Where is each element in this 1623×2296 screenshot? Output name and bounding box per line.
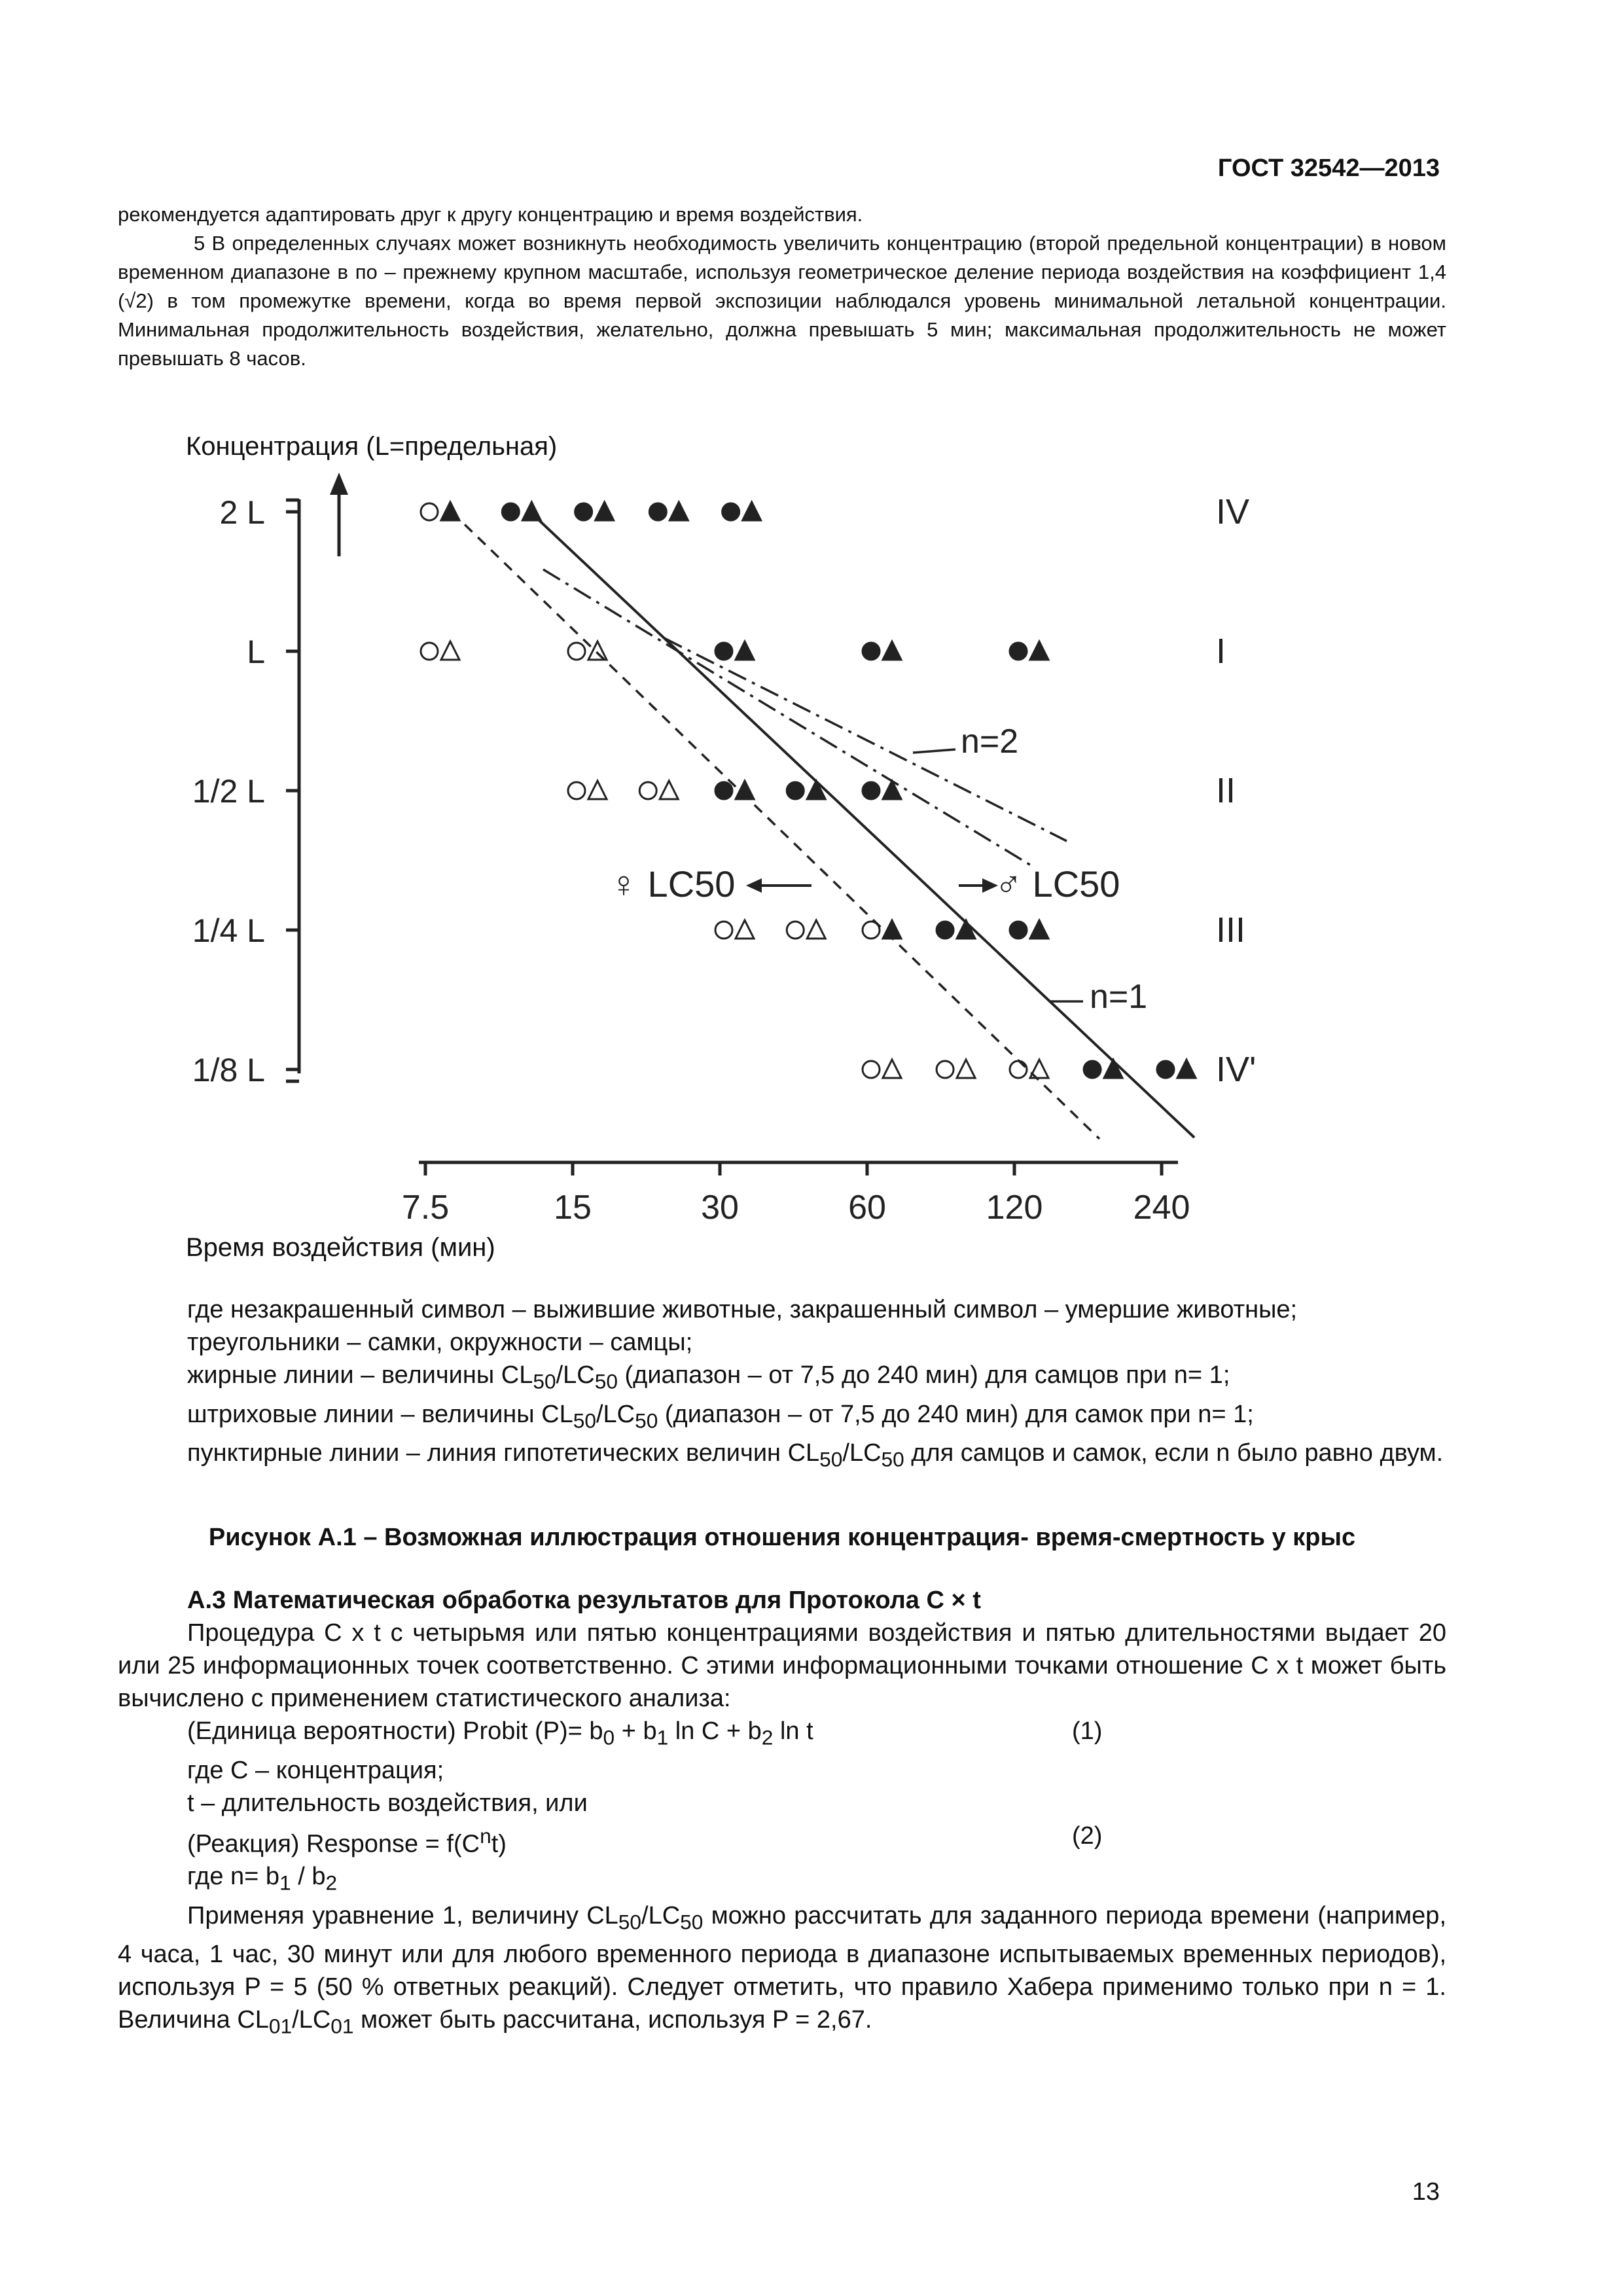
female-died-marker <box>736 781 754 799</box>
female-died-marker <box>1177 1060 1196 1078</box>
male-died-marker <box>1157 1061 1174 1078</box>
y-axis-title: Концентрация (L=предельная) <box>186 432 558 461</box>
n2-label-leader <box>913 749 955 753</box>
male-died-marker <box>787 782 804 799</box>
intro-line: рекомендуется адаптировать друг к другу концентрацию и время воздействия. <box>118 203 863 226</box>
male-died-marker <box>715 643 732 660</box>
female-survived-marker <box>660 781 678 799</box>
male-died-marker <box>936 922 954 939</box>
legend-line-2: треугольники – самки, окружности – самцы; <box>187 1329 693 1356</box>
female-died-marker <box>736 641 754 660</box>
female-died-marker <box>883 781 901 799</box>
male-survived-marker <box>421 643 438 660</box>
where-n: где $n= b_1 / b_2$ <box>187 1863 338 1895</box>
male-lc50-line <box>530 512 1194 1138</box>
page-number: 13 <box>1412 2178 1440 2206</box>
female-survived-marker <box>957 1060 975 1078</box>
legend-line-4: штриховые линии – величины $CL_{50}/LC_{50}$ (диапазон – от 7,5 до 240 мин) для самок при n= 1; <box>187 1400 1254 1433</box>
female-died-marker <box>883 920 901 939</box>
female-survived-marker <box>588 781 607 799</box>
document-id: ГОСТ 32542—2013 <box>1217 154 1440 182</box>
y-tick-label: 1/8 L <box>192 1052 265 1088</box>
male-survived-marker <box>639 782 656 799</box>
concentration-group-label: IV <box>1216 492 1250 531</box>
male-died-marker <box>863 643 880 660</box>
male-lc50-label: ♂ LC50 <box>995 863 1120 905</box>
legend-line-5: пунктирные линии – линия гипотетических величин $CL_{50}/LC_{50}$ для самцов и самок, если n было равно двум. <box>187 1439 1444 1471</box>
male-died-marker <box>1084 1061 1101 1078</box>
male-died-marker <box>1010 643 1027 660</box>
x-tick-label: 30 <box>701 1189 739 1227</box>
male-survived-marker <box>863 922 880 939</box>
concentration-group-label: III <box>1216 910 1246 950</box>
equation-1: (Единица вероятности) Probit $(P)= b_0 + b_1$ $\ln C + b_2$ ln t (1) <box>118 1715 1446 1754</box>
female-lc50-arrow-head <box>746 878 762 893</box>
section-heading: А.3 Математическая обработка результатов для Протокола С × t <box>187 1587 981 1614</box>
equation-1-number: (1) <box>1072 1717 1103 1745</box>
male-survived-marker <box>421 503 438 520</box>
x-tick-label: 7.5 <box>401 1189 450 1227</box>
female-survived-marker <box>883 1060 901 1078</box>
female-survived-marker <box>588 641 607 660</box>
female-died-marker <box>883 641 901 660</box>
intro-paragraph-5: 5 В определенных случаях может возникнуть необходимость увеличить концентрацию (второй предельной концентрации) в новом временном диапазоне в по – прежнему крупном масштабе, используя геометрическое деление периода воздействия на коэффициент 1,4 (√2) в том промежутке времени, когда во время первой экспозиции наблюдался уровень минимальной летальной концентрации. Минимальная продолжительность воздействия, желательно, должна превышать 5 мин; максимальная продолжительность не может превышать 8 часов. <box>118 232 1446 370</box>
female-lc50-line <box>452 512 1099 1139</box>
section-a3 <box>118 1584 1446 2043</box>
legend-line-3: жирные линии – величины $CL_{50}/LC_{50}$ (диапазон – от 7,5 до 240 мин) для самцов при n= 1; <box>187 1361 1230 1393</box>
figure-caption: Рисунок А.1 – Возможная иллюстрация отношения концентрация- время-смертность у крыс <box>208 1524 1356 1551</box>
male-survived-marker <box>568 782 585 799</box>
section-paragraph-1: Процедура C x t с четырьмя или пятью концентрациями воздействия и пятью длительностями выдает 20 или 25 информационных точек соответственно. С этими информационными точками отношение C x t может быть вычислено с применением статистического анализа: <box>118 1619 1446 1712</box>
equation-2-number: (2) <box>1072 1821 1103 1850</box>
y-tick-label: 2 L <box>219 494 265 531</box>
y-tick-label: 1/2 L <box>192 773 265 810</box>
x-tick-label: 15 <box>554 1189 592 1227</box>
concentration-group-label: IV' <box>1216 1050 1257 1089</box>
equation-2: (Реакция) Response = $f(C^nt)$ (2) <box>118 1820 1446 1861</box>
legend-line-1: где незакрашенный символ – выжившие животные, закрашенный символ – умершие животные; <box>187 1296 1298 1323</box>
male-died-marker <box>722 503 740 520</box>
male-survived-marker <box>568 643 585 660</box>
female-died-marker <box>669 502 688 520</box>
female-died-marker <box>1030 641 1048 660</box>
female-survived-marker <box>807 920 825 939</box>
male-survived-marker <box>936 1061 954 1078</box>
where-t: t – длительность воздействия, или <box>187 1789 588 1817</box>
female-lc50-label: ♀ LC50 <box>610 863 736 905</box>
male-died-marker <box>502 503 519 520</box>
male-survived-marker <box>863 1061 880 1078</box>
male-died-marker <box>863 782 880 799</box>
female-died-marker <box>596 502 614 520</box>
male-died-marker <box>715 782 732 799</box>
y-tick-label: L <box>247 634 265 670</box>
female-died-marker <box>522 502 541 520</box>
female-died-marker <box>441 502 459 520</box>
where-c: где C – концентрация; <box>187 1756 444 1784</box>
x-tick-label: 60 <box>848 1189 886 1227</box>
female-survived-marker <box>736 920 754 939</box>
y-tick-label: 1/4 L <box>192 912 265 949</box>
female-died-marker <box>743 502 761 520</box>
concentration-group-label: II <box>1216 771 1236 810</box>
male-died-marker <box>575 503 592 520</box>
label-n1: n=1 <box>1090 978 1148 1016</box>
x-axis-title: Время воздействия (мин) <box>186 1233 495 1262</box>
y-axis-arrow-head <box>330 473 348 495</box>
label-n2: n=2 <box>961 723 1019 761</box>
male-died-marker <box>649 503 666 520</box>
male-survived-marker <box>787 922 804 939</box>
figure-legend <box>187 1293 1450 1476</box>
section-paragraph-2: Применяя уравнение 1, величину $CL_{50}/LC_{50}$ можно рассчитать для заданного периода времени (например, 4 часа, 1 час, 30 минут или для любого временного периода в диапазоне испытываемых временных периодов), используя P = 5 (50 % ответных реакций). Следует отметить, что правило Хабера применимо только при n = 1. Величина $CL_{01}/LC_{01}$ может быть рассчитана, используя P = 2,67. <box>118 1901 1446 2039</box>
female-died-marker <box>807 781 825 799</box>
male-died-marker <box>1010 922 1027 939</box>
female-died-marker <box>1030 920 1048 939</box>
x-tick-label: 120 <box>986 1189 1043 1227</box>
x-tick-label: 240 <box>1133 1189 1190 1227</box>
female-survived-marker <box>441 641 459 660</box>
male-survived-marker <box>1010 1061 1027 1078</box>
male-survived-marker <box>715 922 732 939</box>
n2-line-1 <box>543 569 1034 867</box>
concentration-group-label: I <box>1216 632 1226 671</box>
